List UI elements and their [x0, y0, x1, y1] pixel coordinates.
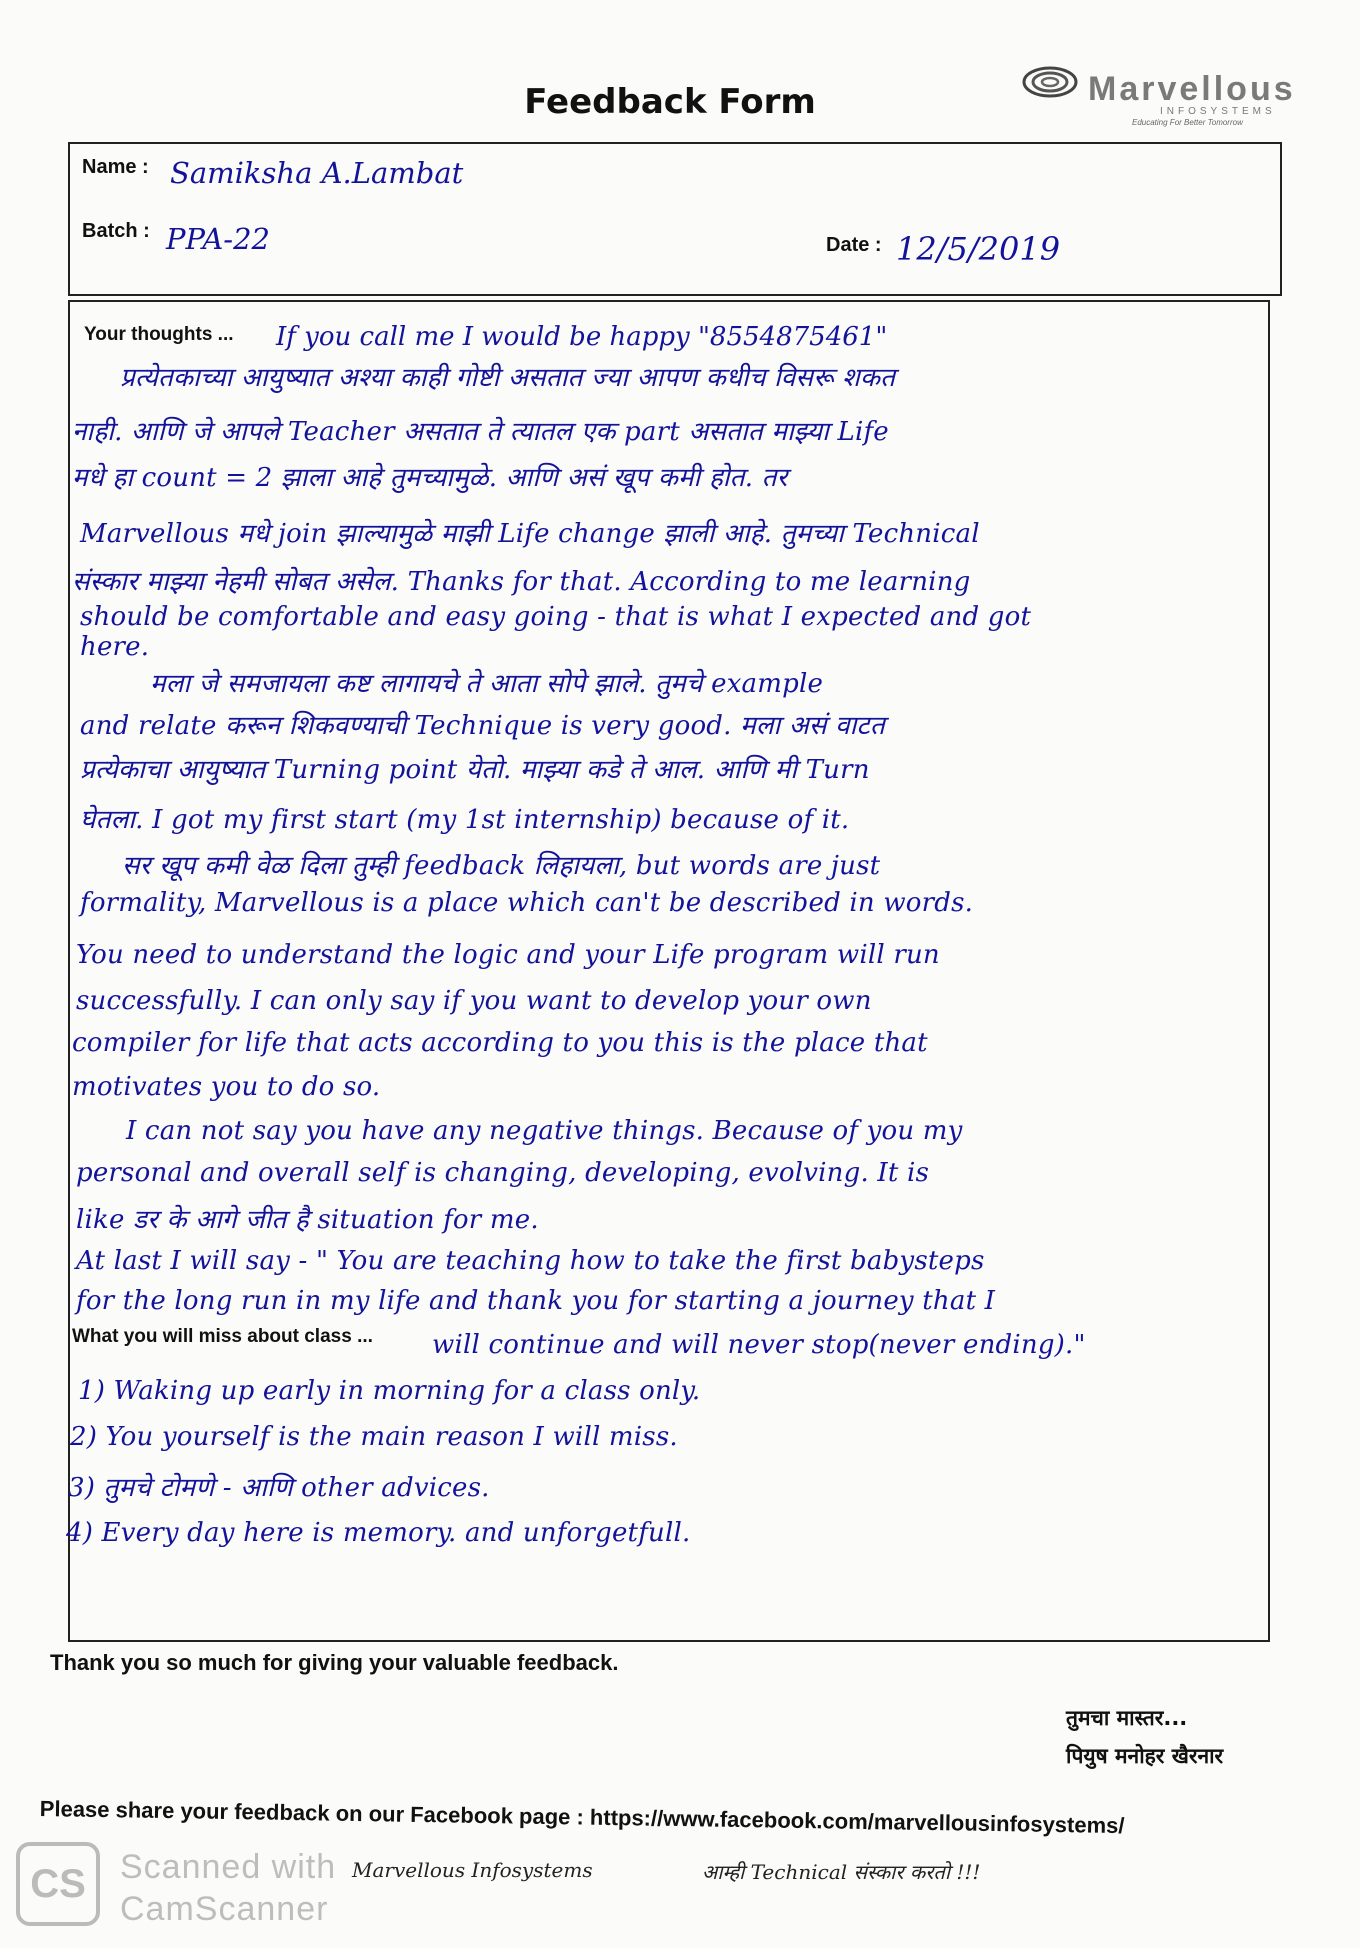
thoughts-line: मधे हा count = 2 झाला आहे तुमच्यामुळे. आणि असं खूप कमी होत. तर [72, 463, 788, 493]
thoughts-label: Your thoughts ... [84, 324, 234, 345]
thoughts-line: घेतला. I got my first start (my 1st internship) because of it. [80, 805, 850, 835]
thoughts-line: I can not say you have any negative things. Because of you my [126, 1116, 963, 1146]
logo-brand-text: Marvellous [1088, 70, 1296, 108]
logo-tagline: Educating For Better Tomorrow [1132, 118, 1243, 127]
miss-item: 3) तुमचे टोमणे - आणि other advices. [68, 1473, 490, 1503]
batch-label: Batch : [82, 220, 150, 242]
thoughts-line: motivates you to do so. [72, 1072, 381, 1102]
thoughts-line: for the long run in my life and thank you for starting a journey that I [76, 1286, 996, 1316]
thoughts-line: here. [80, 632, 150, 662]
signature-line-2: पियुष मनोहर खैरनार [1066, 1744, 1224, 1768]
batch-value: PPA-22 [166, 222, 271, 256]
footer-right-text: आम्ही Technical संस्कार करतो !!! [702, 1860, 981, 1884]
date-value: 12/5/2019 [896, 230, 1061, 268]
signature-line-1: तुमचा मास्तर... [1066, 1706, 1188, 1730]
thoughts-line: and relate करून शिकवण्याची Technique is very good. मला असं वाटत [80, 711, 885, 741]
name-value: Samiksha A.Lambat [170, 156, 464, 190]
miss-label: What you will miss about class ... [72, 1326, 373, 1347]
thoughts-line: मला जे समजायला कष्ट लागायचे ते आता सोपे झाले. तुमचे example [150, 669, 824, 699]
camscanner-badge-icon: CS [16, 1842, 100, 1926]
thoughts-line: प्रत्येकाचा आयुष्यात Turning point येतो. माझ्या कडे ते आल. आणि मी Turn [80, 755, 870, 785]
thoughts-line: सर खूप कमी वेळ दिला तुम्ही feedback लिहायला, but words are just [122, 851, 881, 881]
footer-left-text: Marvellous Infosystems [352, 1858, 593, 1882]
miss-item: 1) Waking up early in morning for a class only. [78, 1376, 701, 1406]
camscanner-line-1: Scanned with [120, 1848, 337, 1886]
thoughts-line: will continue and will never stop(never ending)." [432, 1330, 1086, 1360]
thoughts-line: formality, Marvellous is a place which can't be described in words. [80, 888, 974, 918]
thoughts-line: You need to understand the logic and your Life program will run [76, 940, 940, 970]
thoughts-line: compiler for life that acts according to you this is the place that [72, 1028, 928, 1058]
miss-item: 2) You yourself is the main reason I will miss. [70, 1422, 678, 1452]
thoughts-line: should be comfortable and easy going - that is what I expected and got [80, 602, 1032, 632]
thoughts-line: If you call me I would be happy "8554875461" [276, 322, 888, 352]
thanks-message: Thank you so much for giving your valuable feedback. [50, 1650, 619, 1675]
thoughts-line: successfully. I can only say if you want to develop your own [76, 986, 872, 1016]
name-label: Name : [82, 156, 149, 178]
thoughts-line: नाही. आणि जे आपले Teacher असतात ते त्यातल एक part असतात माझ्या Life [72, 417, 889, 447]
form-title: Feedback Form [524, 82, 816, 122]
miss-item: 4) Every day here is memory. and unforgetfull. [66, 1518, 691, 1548]
logo-sub-text: INFOSYSTEMS [1160, 106, 1276, 117]
date-label: Date : [826, 234, 882, 256]
camscanner-line-2: CamScanner [120, 1890, 329, 1928]
thoughts-line: प्रत्येतकाच्या आयुष्यात अश्या काही गोष्टी असतात ज्या आपण कधीच विसरू शकत [120, 363, 896, 393]
thoughts-line: संस्कार माझ्या नेहमी सोबत असेल. Thanks for that. According to me learning [72, 567, 971, 597]
camscanner-watermark [120, 1846, 336, 1930]
thoughts-line: personal and overall self is changing, developing, evolving. It is [76, 1158, 930, 1188]
thoughts-line: Marvellous मधे join झाल्यामुळे माझी Life change झाली आहे. तुमच्या Technical [80, 519, 980, 549]
thoughts-line: like डर के आगे जीत है situation for me. [76, 1205, 539, 1235]
share-facebook-text: Please share your feedback on our Facebook page : https://www.facebook.com/marvellousinfosystems/ [39, 1796, 1125, 1839]
thoughts-line: At last I will say - " You are teaching how to take the first babysteps [76, 1246, 985, 1276]
